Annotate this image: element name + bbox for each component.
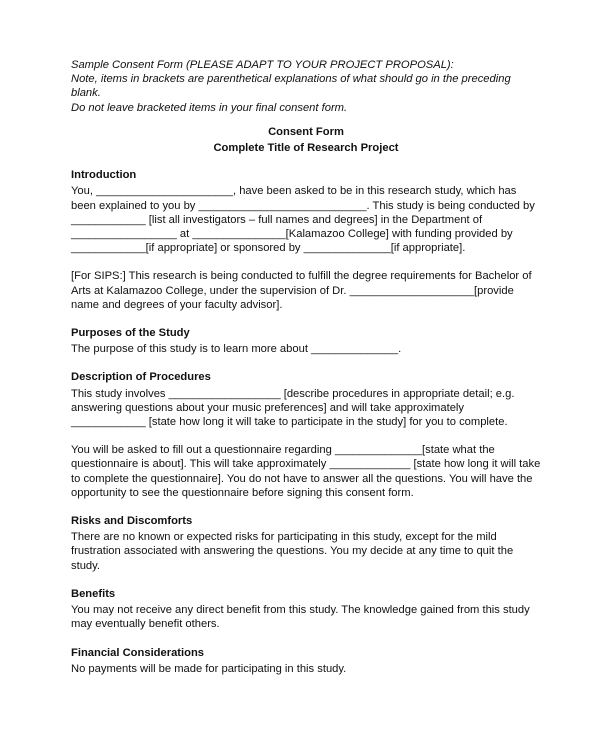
section-heading-benefits: Benefits xyxy=(71,587,116,600)
sips-paragraph: [For SIPS:] This research is being conducted to fulfill the degree requirements for Bachelor of Arts at Kalamazoo College, under the supervision of Dr. ____________________[provide name and degrees of your faculty advisor]. xyxy=(71,270,532,311)
document-title: Consent Form xyxy=(268,125,344,138)
benefits-paragraph: You may not receive any direct benefit from this study. The knowledge gained from this study may eventually benefit others. xyxy=(71,604,530,631)
note-line: Note, items in brackets are parenthetical explanations of what should go in the preceding blank. xyxy=(71,73,511,100)
document-body xyxy=(71,58,541,676)
instruction-note xyxy=(71,58,541,115)
purposes-paragraph: The purpose of this study is to learn more about ______________. xyxy=(71,343,402,356)
section-heading-procedures: Description of Procedures xyxy=(71,371,211,384)
note-line: Sample Consent Form (PLEASE ADAPT TO YOUR PROJECT PROPOSAL): xyxy=(71,59,454,71)
note-line: Do not leave bracketed items in your final consent form. xyxy=(71,101,348,114)
procedures-paragraph: This study involves __________________ [describe procedures in appropriate detail; e.g. answering questions about your music preferences] and will take approximately ____________ [state how long it will take to participate in the study] for you to complete. xyxy=(71,387,515,429)
section-heading-purposes: Purposes of the Study xyxy=(71,327,190,340)
risks-paragraph: There are no known or expected risks for participating in this study, except for the mild frustration associated with answering the questions. You my decide at any time to quit the study. xyxy=(71,531,514,572)
section-heading-introduction: Introduction xyxy=(71,169,137,182)
document-subtitle: Complete Title of Research Project xyxy=(213,142,399,155)
questionnaire-paragraph: You will be asked to fill out a questionnaire regarding ______________[state what the questionnaire is about]. This will take approximately _____________ [state how long it will take to complete the questionnaire]. You do not have to answer all the questions. You will have the opportunity to see the questionnaire before signing this consent form. xyxy=(71,444,541,499)
section-heading-risks: Risks and Discomforts xyxy=(71,515,193,528)
title-block xyxy=(71,125,541,155)
financial-paragraph: No payments will be made for participating in this study. xyxy=(71,662,347,675)
introduction-paragraph: You, ______________________, have been asked to be in this research study, which has been explained to you by ___________________________. This study is being conducted by ____________ [list all investigators – full names and degrees] in the Department of _________________ at _______________[Kalamazoo College] with funding provided by ____________[if appropriate] or sponsored by ______________[if appropriate]. xyxy=(71,185,535,255)
section-heading-financial: Financial Considerations xyxy=(71,646,205,659)
